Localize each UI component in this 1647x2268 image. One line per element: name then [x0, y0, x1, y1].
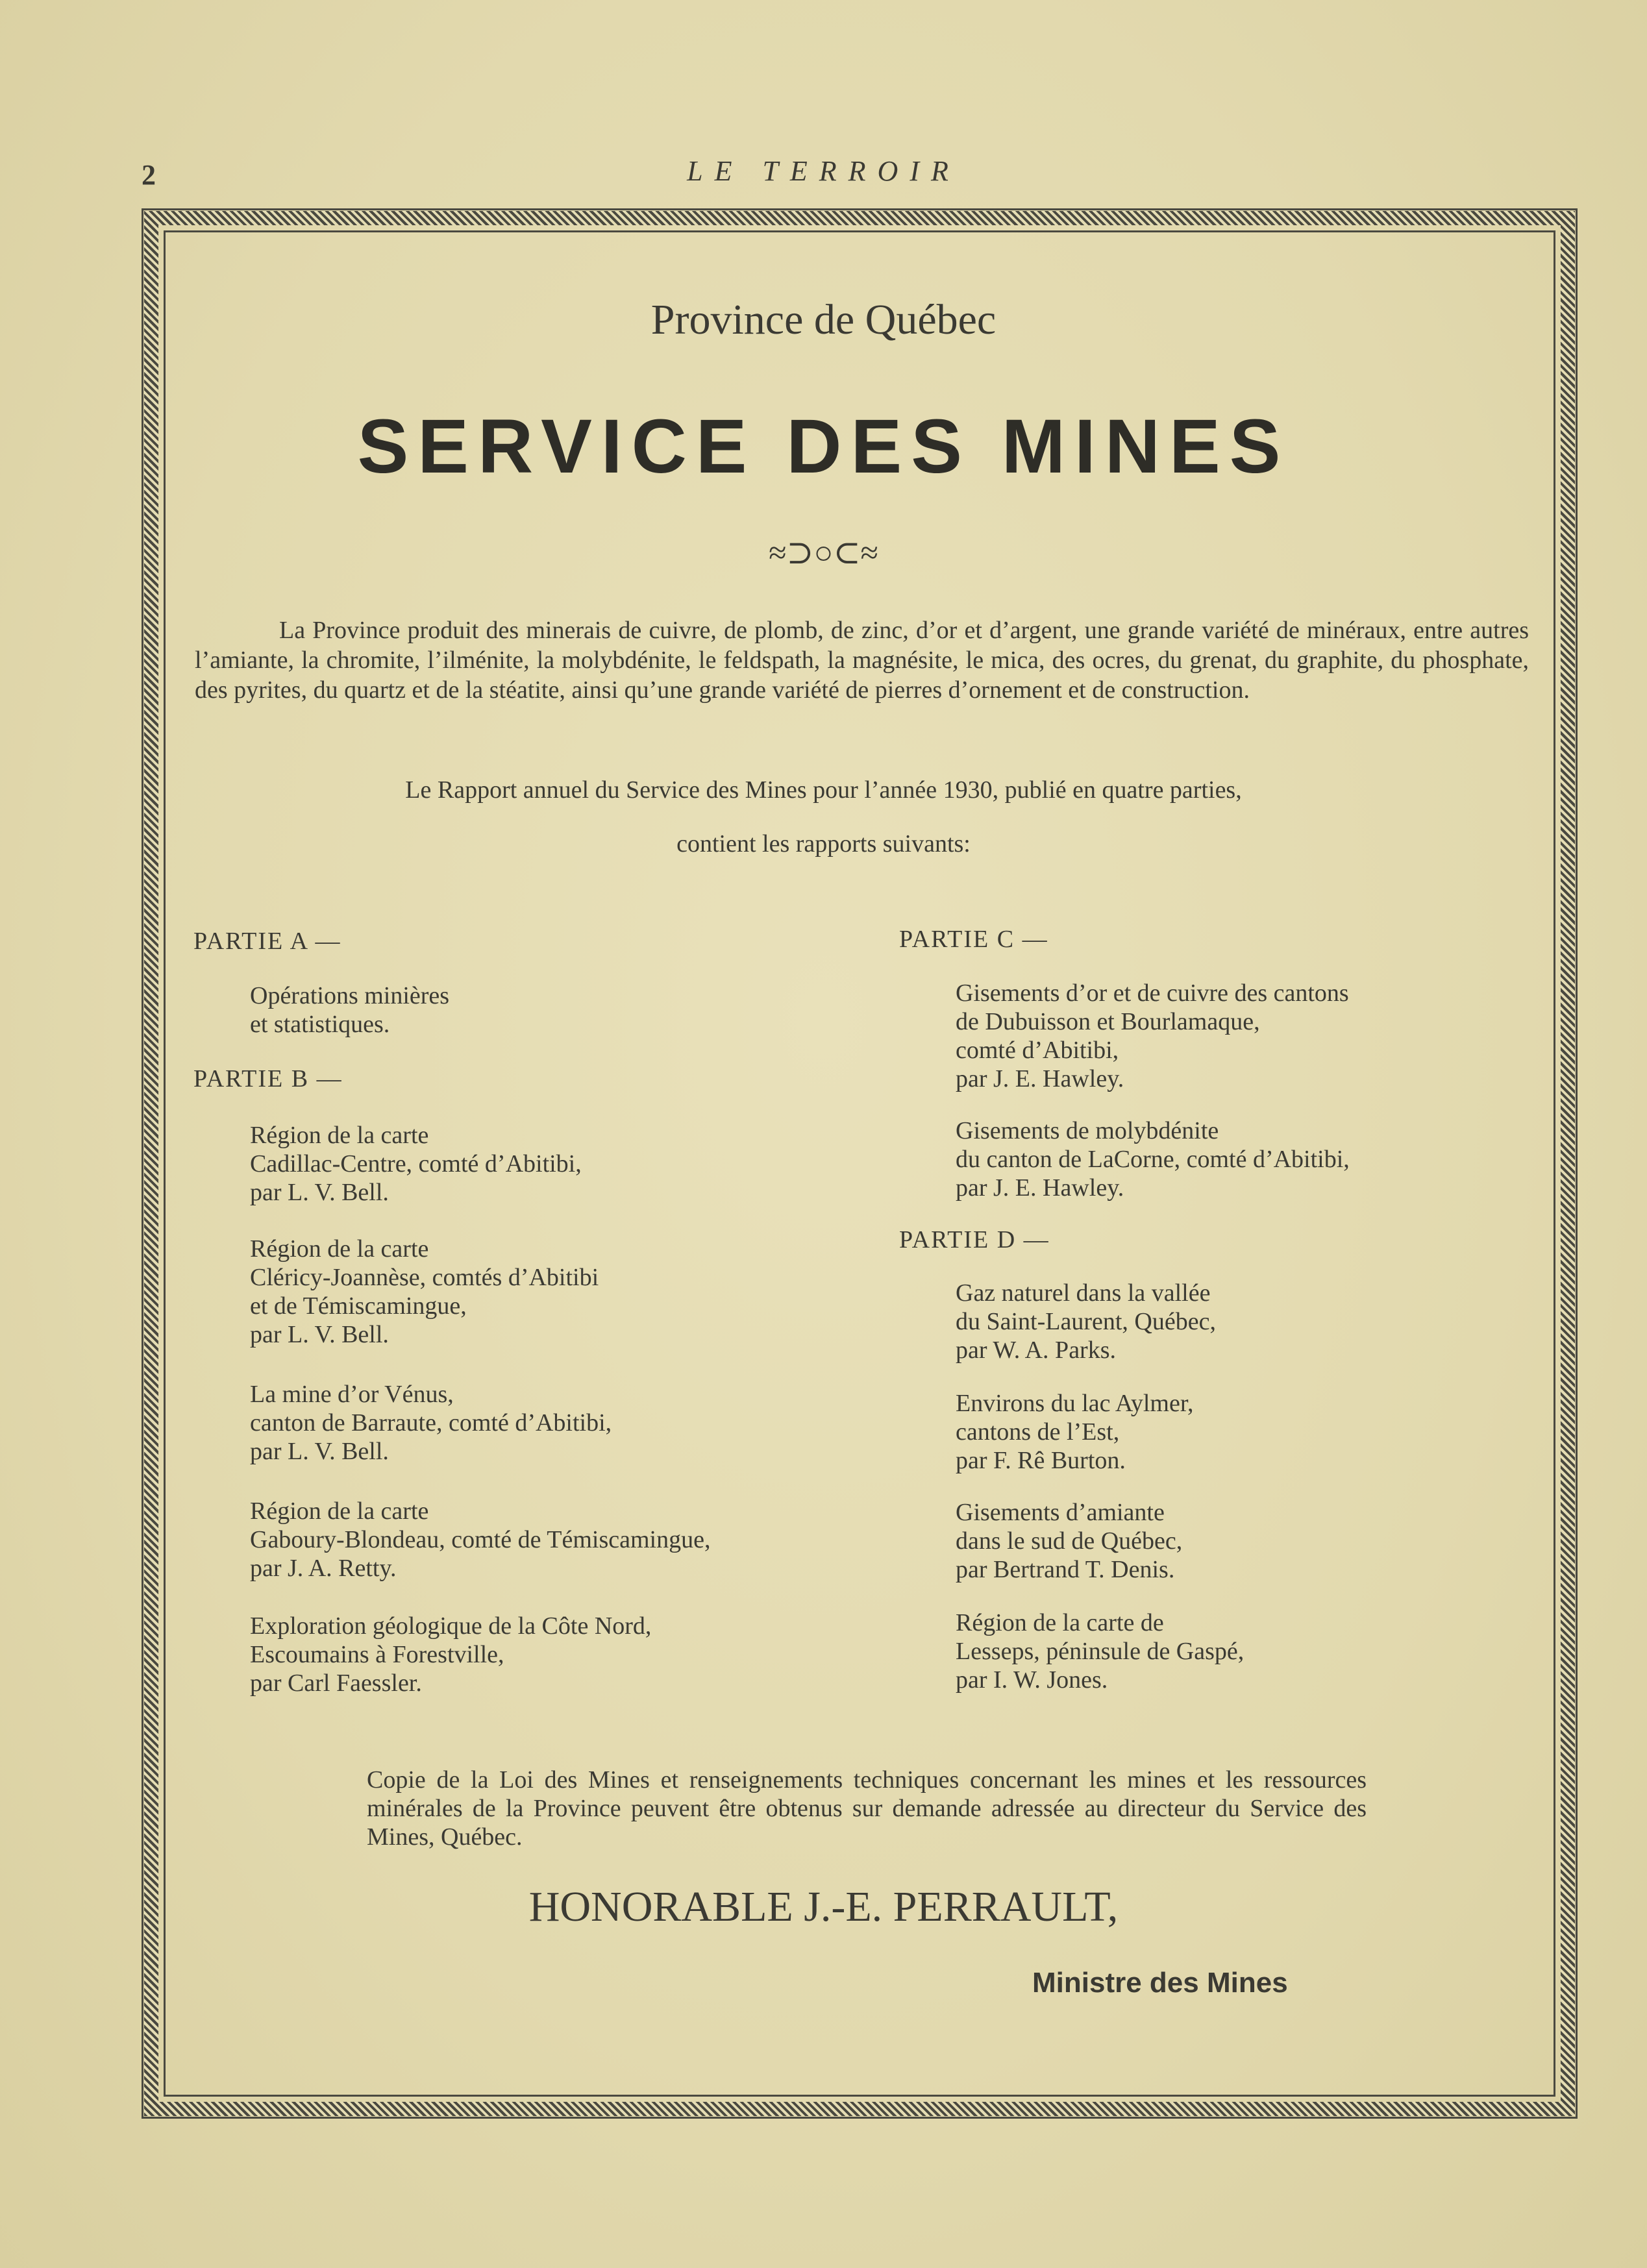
report-line-1: Le Rapport annuel du Service des Mines pour l’année 1930, publié en quatre parties,: [405, 776, 1242, 804]
service-title: SERVICE DES MINES: [357, 404, 1290, 489]
partie-d-entry-3: Gisements d’amiante dans le sud de Québec, par Bertrand T. Denis.: [956, 1499, 1183, 1583]
partie-b-entry-4: Région de la carte Gaboury-Blondeau, comté de Témiscamingue, par J. A. Retty.: [250, 1498, 711, 1582]
partie-b-heading: [193, 1065, 343, 1093]
partie-d-entry-4: Région de la carte de Lesseps, péninsule de Gaspé, par I. W. Jones.: [956, 1609, 1245, 1694]
page-number: 2: [142, 159, 156, 191]
partie-b-entry-2: Région de la carte Cléricy-Joannèse, comtés d’Abitibi et de Témiscamingue, par L. V. Bell.: [250, 1235, 599, 1348]
partie-c-entry-2: Gisements de molybdénite du canton de LaCorne, comté d’Abitibi, par J. E. Hawley.: [956, 1117, 1350, 1202]
partie-b-entry-3: La mine d’or Vénus, canton de Barraute, comté d’Abitibi, par L. V. Bell.: [250, 1381, 612, 1465]
part-heading: PARTIE D —: [899, 1226, 1050, 1253]
minister-name: HONORABLE J.-E. PERRAULT,: [528, 1883, 1119, 1930]
part-heading: PARTIE C —: [899, 926, 1048, 953]
intro-paragraph: La Province produit des minerais de cuivre, de plomb, de zinc, d’or et d’argent, une grande variété de minéraux, entre autres l’amiante, la chromite, l’ilménite, la molybdénite, le feldspath, la magnésite, le mica, des ocres, du grenat, du graphite, du phosphate, des pyrites, du quartz et de la stéatite, ainsi qu’une grande variété de pierres d’ornement et de construction.: [195, 617, 1529, 704]
part-heading: PARTIE B —: [193, 1065, 343, 1092]
province-title: Province de Québec: [650, 296, 997, 343]
partie-b-entry-1: Région de la carte Cadillac-Centre, comté d’Abitibi, par L. V. Bell.: [250, 1122, 582, 1206]
partie-c-entry-1: Gisements d’or et de cuivre des cantons de Dubuisson et Bourlamaque, comté d’Abitibi, par J. E. Hawley.: [956, 980, 1349, 1092]
ornament-divider: ≈⊃○⊂≈: [769, 534, 878, 571]
partie-c-heading: [899, 925, 1048, 954]
running-title: LE TERROIR: [687, 155, 960, 187]
partie-d-heading: [899, 1226, 1050, 1254]
report-line-2: contient les rapports suivants:: [676, 830, 971, 857]
part-heading: PARTIE A —: [193, 928, 341, 955]
partie-a-entry-1: Opérations minières et statistiques.: [250, 982, 450, 1038]
partie-a-heading: [193, 927, 341, 955]
footer-note: Copie de la Loi des Mines et renseignements techniques concernant les mines et les ressources minérales de la Province peuvent être obtenus sur demande adressée au directeur du Service des Mines, Québec.: [367, 1766, 1367, 1851]
partie-d-entry-1: Gaz naturel dans la vallée du Saint-Laurent, Québec, par W. A. Parks.: [956, 1279, 1216, 1364]
partie-b-entry-5: Exploration géologique de la Côte Nord, Escoumains à Forestville, par Carl Faessler.: [250, 1612, 652, 1697]
partie-d-entry-2: Environs du lac Aylmer, cantons de l’Est, par F. Rê Burton.: [956, 1390, 1194, 1474]
minister-title: Ministre des Mines: [1032, 1967, 1288, 1999]
